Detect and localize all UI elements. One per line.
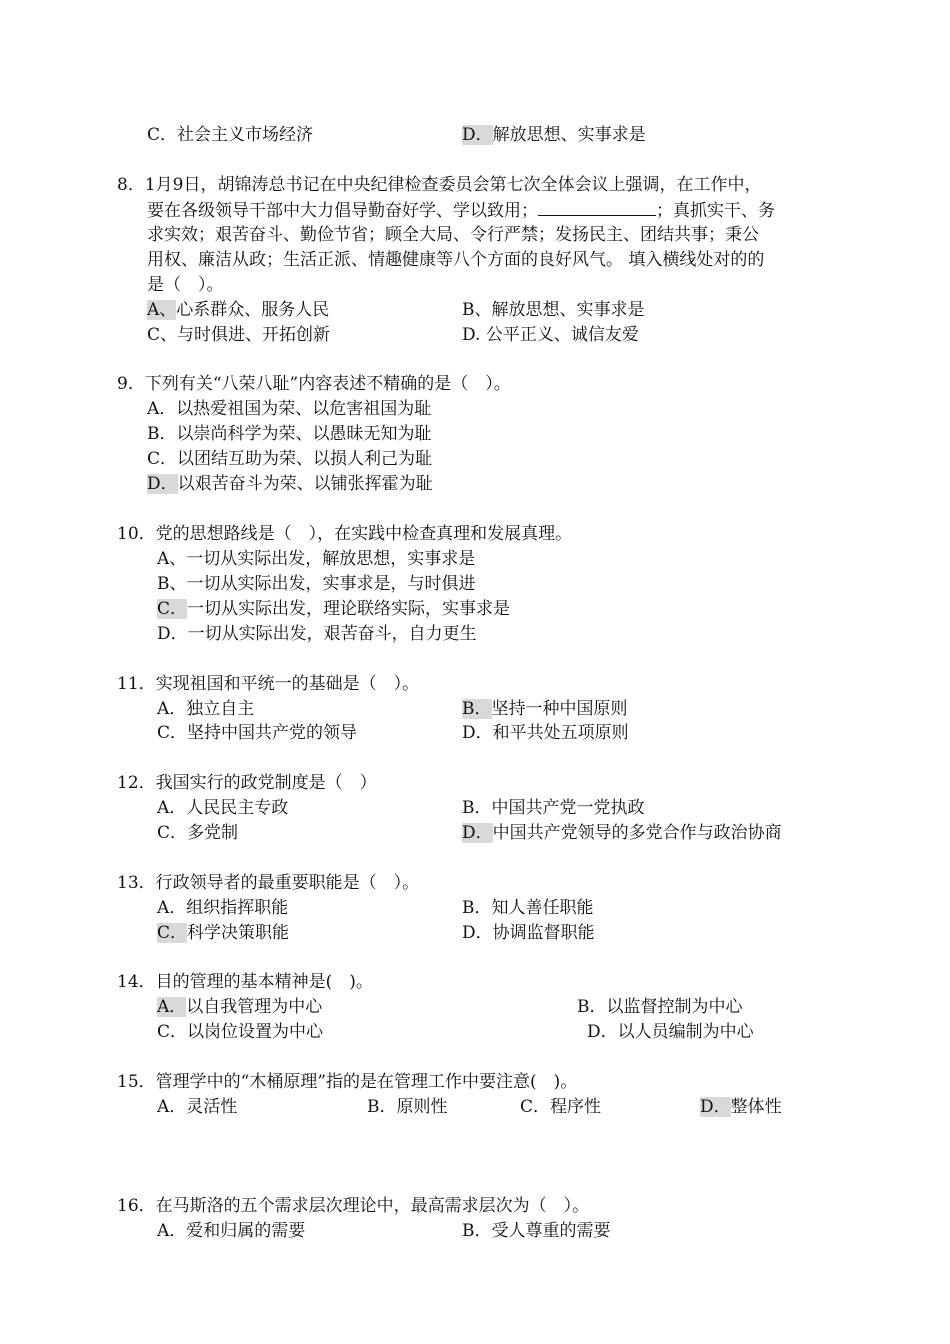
option-text: 以自我管理为中心: [186, 997, 323, 1017]
q12-option-a: A．人民民主专政: [157, 798, 289, 818]
option-text: 整体性: [730, 1097, 782, 1117]
q11-stem: 11．实现祖国和平统一的基础是（ ）。: [117, 674, 420, 694]
q7-option-c: C．社会主义市场经济: [147, 125, 314, 145]
q12-option-c: C．多党制: [157, 823, 239, 843]
q15-option-b: B．原则性: [367, 1097, 448, 1117]
q10-option-c: [157, 598, 510, 620]
q14-option-c: C．以岗位设置为中心: [157, 1022, 324, 1042]
q16-option-a: A．爱和归属的需要: [157, 1221, 306, 1241]
q14-option-a: [157, 996, 322, 1018]
q14-option-b: B．以监督控制为中心: [577, 997, 743, 1017]
q9-option-c: C．以团结互助为荣、以损人利己为耻: [147, 449, 433, 469]
q12-stem: 12．我国实行的政党制度是（ ）: [117, 773, 377, 793]
q16-stem: 16．在马斯洛的五个需求层次理论中，最高需求层次为（ ）。: [117, 1196, 590, 1216]
q9-option-d: [147, 473, 433, 495]
option-text: 坚持一种中国原则: [491, 699, 628, 719]
q8-stem-line-1: 8．1月9日，胡锦涛总书记在中央纪律检查委员会第七次全体会议上强调，在工作中，: [117, 175, 762, 195]
q11-option-d: D．和平共处五项原则: [462, 723, 629, 743]
q16-option-b: B．受人尊重的需要: [462, 1221, 611, 1241]
option-text: 一切从实际出发，理论联络实际，实事求是: [187, 599, 511, 619]
answer-highlight: C．: [157, 923, 188, 943]
q7-option-d: [462, 124, 646, 146]
q15-stem: 15．管理学中的“木桶原理”指的是在管理工作中要注意( )。: [117, 1072, 578, 1092]
q8-stem-line-4: 用权、廉洁从政；生活正派、情趣健康等八个方面的良好风气。 填入横线处对的的: [147, 250, 765, 270]
fill-in-blank: [538, 199, 656, 216]
q8-stem-line-3: 求实效；艰苦奋斗、勤俭节省；顾全大局、令行严禁；发扬民主、团结共事；秉公: [147, 225, 759, 245]
answer-highlight: D．: [462, 823, 493, 843]
q15-option-d: [700, 1096, 782, 1118]
q10-option-b: B、一切从实际出发，实事求是，与时俱进: [157, 574, 476, 594]
answer-highlight: A．: [157, 997, 187, 1017]
q8-option-d: D. 公平正义、诚信友爱: [462, 325, 639, 345]
q12-option-d: [462, 822, 782, 844]
q8-option-c: C、与时俱进、开拓创新: [147, 325, 331, 345]
option-text: 中国共产党领导的多党合作与政治协商: [492, 823, 782, 843]
answer-highlight: D．: [700, 1097, 731, 1117]
q13-option-c: [157, 922, 289, 944]
q8-option-b: B、解放思想、实事求是: [462, 300, 645, 320]
option-text: 心系群众、服务人民: [176, 300, 330, 320]
q13-option-a: A．组织指挥职能: [157, 898, 289, 918]
q8-option-a: [147, 299, 329, 321]
q10-stem: 10．党的思想路线是（ ），在实践中检查真理和发展真理。: [117, 524, 573, 544]
q11-option-c: C．坚持中国共产党的领导: [157, 723, 358, 743]
q8-stem-line-2: 要在各级领导干部中大力倡导勤奋好学、学以致用； ；真抓实干、务: [147, 201, 775, 221]
q9-option-a: A．以热爱祖国为荣、以危害祖国为耻: [147, 399, 432, 419]
option-text: 以艰苦奋斗为荣、以铺张挥霍为耻: [177, 474, 433, 494]
q8-stem-line-5: 是（ ）。: [147, 275, 224, 295]
q10-option-a: A、一切从实际出发，解放思想，实事求是: [157, 549, 476, 569]
answer-highlight: B．: [462, 699, 492, 719]
q12-option-b: B．中国共产党一党执政: [462, 798, 645, 818]
answer-highlight: A、: [147, 300, 177, 320]
option-text: 科学决策职能: [187, 923, 290, 943]
q11-option-a: A．独立自主: [157, 699, 255, 719]
q9-stem: 9．下列有关“八荣八耻”内容表述不精确的是（ ）。: [117, 374, 511, 394]
q14-stem: 14．目的管理的基本精神是( )。: [117, 972, 373, 992]
q15-option-a: A．灵活性: [157, 1097, 238, 1117]
q13-option-d: D．协调监督职能: [462, 923, 595, 943]
answer-highlight: C．: [157, 599, 188, 619]
answer-highlight: D．: [462, 125, 493, 145]
q13-stem: 13．行政领导者的最重要职能是（ ）。: [117, 873, 420, 893]
q14-option-d: D．以人员编制为中心: [587, 1022, 754, 1042]
q13-option-b: B．知人善任职能: [462, 898, 594, 918]
answer-highlight: D．: [147, 474, 178, 494]
q15-option-c: C．程序性: [520, 1097, 602, 1117]
option-text: 解放思想、实事求是: [492, 125, 646, 145]
q9-option-b: B．以崇尚科学为荣、以愚昧无知为耻: [147, 424, 432, 444]
q10-option-d: D．一切从实际出发，艰苦奋斗，自力更生: [157, 624, 477, 644]
q11-option-b: [462, 698, 628, 720]
